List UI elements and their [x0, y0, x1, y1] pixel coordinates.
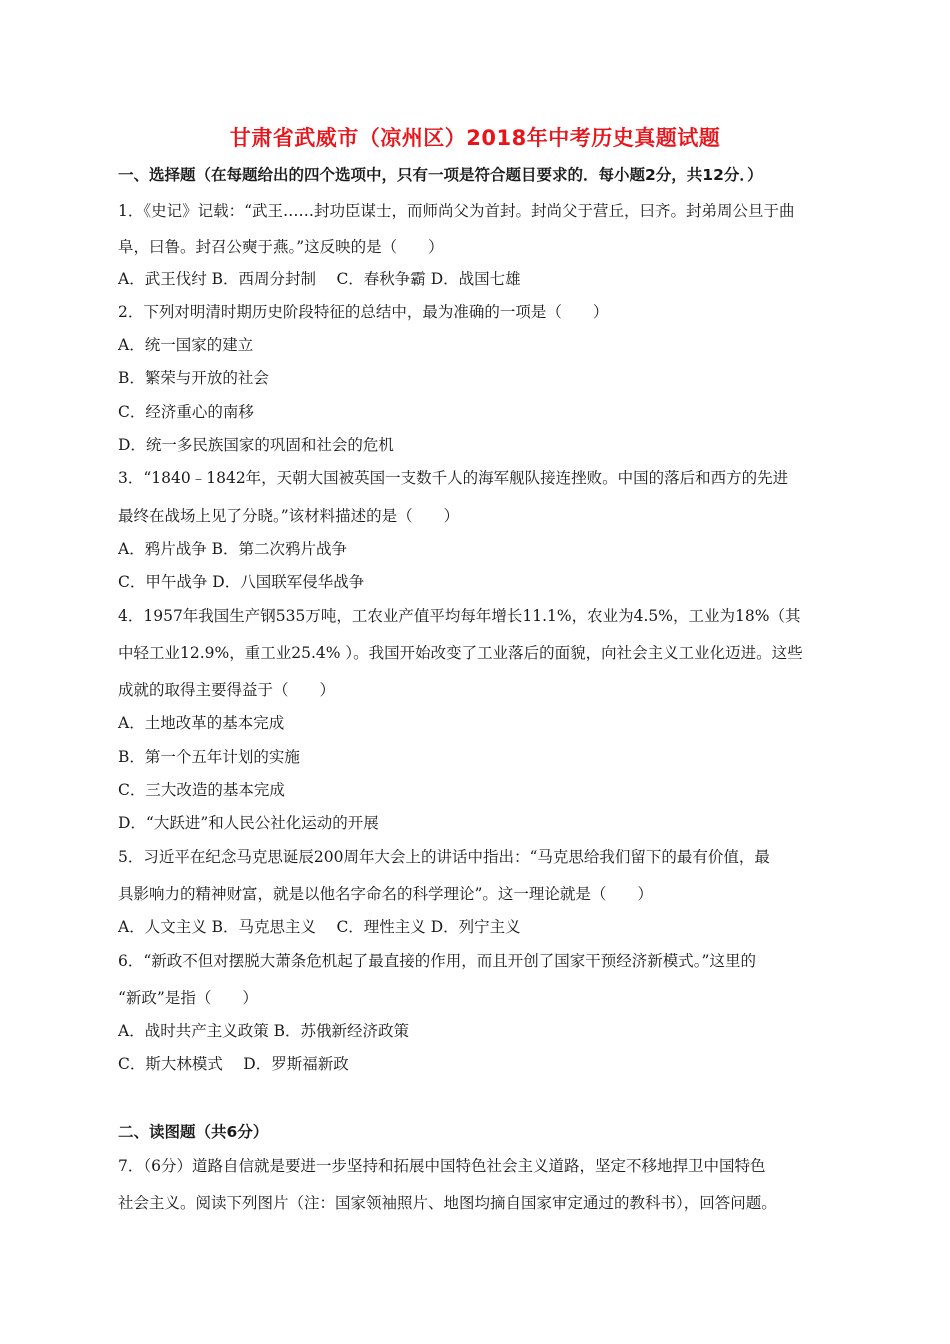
- q3-line-2: 最终在战场上见了分晓。”该材料描述的是（ ）: [118, 507, 460, 525]
- q2-option-b: B．繁荣与开放的社会: [118, 369, 269, 387]
- q5-line-2: 具影响力的精神财富，就是以他名字命名的科学理论”。这一理论就是（ ）: [118, 885, 653, 903]
- q1-line-2: 阜，曰鲁。封召公奭于燕。”这反映的是（ ）: [118, 238, 444, 256]
- section1-heading: 一、选择题（在每题给出的四个选项中，只有一项是符合题目要求的．每小题2分，共12分．）: [118, 166, 763, 184]
- q2-line-1: 2．下列对明清时期历史阶段特征的总结中，最为准确的一项是（ ）: [118, 303, 609, 321]
- q6-line-2: “新政”是指（ ）: [118, 989, 258, 1007]
- q4-line-2: 中轻工业12.9%，重工业25.4% ）。我国开始改变了工业落后的面貌，向社会主义工业化迈进。这些: [118, 644, 803, 662]
- q4-option-a: A．土地改革的基本完成: [118, 714, 285, 732]
- q7-line-1: 7．（6分）道路自信就是要进一步坚持和拓展中国特色社会主义道路，坚定不移地捍卫中国特色: [118, 1157, 766, 1175]
- q3-option-cd: C．甲午战争 D．八国联军侵华战争: [118, 573, 365, 591]
- q1-options: A．武王伐纣 B．西周分封制 C．春秋争霸 D．战国七雄: [118, 270, 521, 288]
- q2-option-a: A．统一国家的建立: [118, 336, 254, 354]
- q1-line-1: 1．《史记》记载：“武王……封功臣谋士，而师尚父为首封。封尚父于营丘，曰齐。封弟周公旦于曲: [118, 202, 795, 220]
- q3-option-ab: A．鸦片战争 B．第二次鸦片战争: [118, 540, 348, 558]
- q4-option-c: C．三大改造的基本完成: [118, 781, 285, 799]
- page-title: 甘肃省武威市（凉州区）2018年中考历史真题试题: [229, 126, 721, 150]
- q2-option-c: C．经济重心的南移: [118, 403, 254, 421]
- section2-heading: 二、读图题（共6分）: [118, 1123, 269, 1141]
- q6-option-cd: C．斯大林模式 D．罗斯福新政: [118, 1055, 349, 1073]
- q4-line-1: 4．1957年我国生产钢535万吨，工农业产值平均每年增长11.1%，农业为4.5%，工业为18%（其: [118, 607, 801, 625]
- q4-option-d: D．“大跃进”和人民公社化运动的开展: [118, 814, 379, 832]
- q5-line-1: 5．习近平在纪念马克思诞辰200周年大会上的讲话中指出：“马克思给我们留下的最有价值，最: [118, 848, 770, 866]
- q5-options: A．人文主义 B．马克思主义 C．理性主义 D．列宁主义: [118, 918, 521, 936]
- q6-option-ab: A．战时共产主义政策 B．苏俄新经济政策: [118, 1022, 410, 1040]
- q7-line-2: 社会主义。阅读下列图片（注：国家领袖照片、地图均摘自国家审定通过的教科书），回答问题。: [118, 1194, 777, 1212]
- q4-line-3: 成就的取得主要得益于（ ）: [118, 681, 336, 699]
- q6-line-1: 6．“新政不但对摆脱大萧条危机起了最直接的作用，而且开创了国家干预经济新模式。”这里的: [118, 952, 756, 970]
- q2-option-d: D．统一多民族国家的巩固和社会的危机: [118, 436, 394, 454]
- q3-line-1: 3．“1840﹣1842年，天朝大国被英国一支数千人的海军舰队接连挫败。中国的落后和西方的先进: [118, 469, 789, 487]
- q4-option-b: B．第一个五年计划的实施: [118, 748, 300, 766]
